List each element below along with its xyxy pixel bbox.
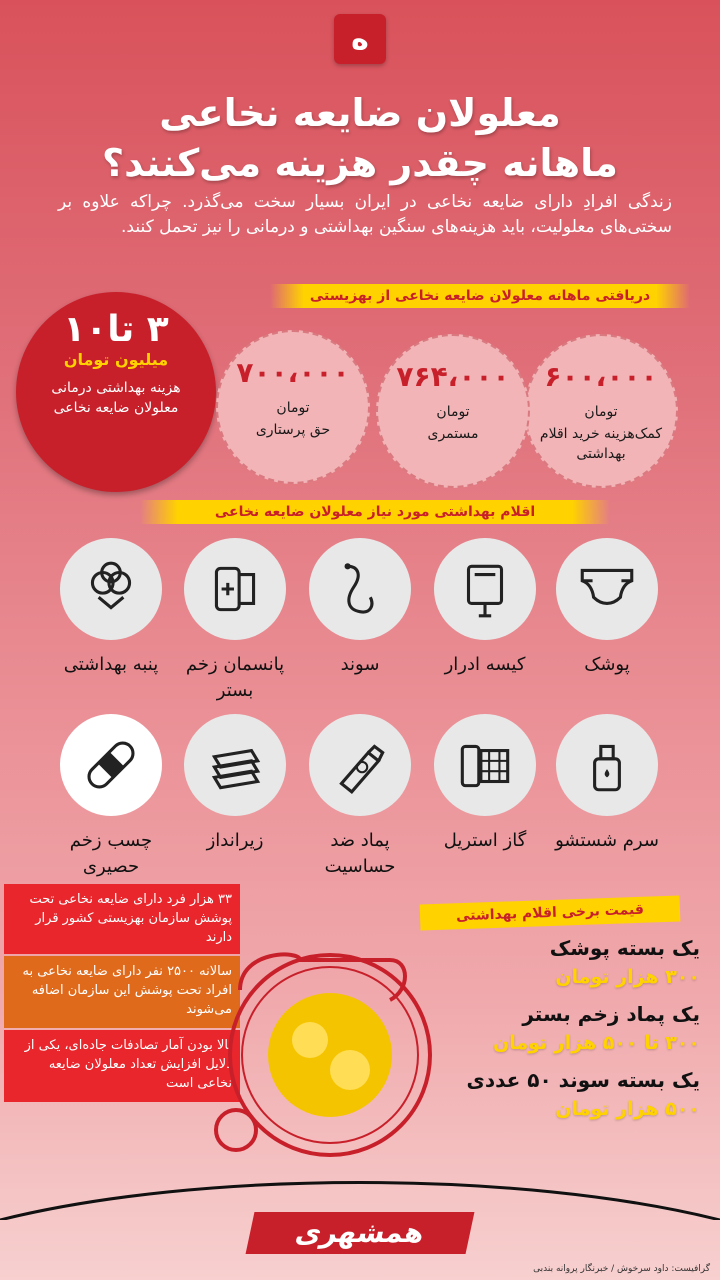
cost-range: ۳ تا۱۰ [63,309,169,350]
dropper-bottle-icon [556,714,658,816]
brand-wordmark: همشهری [246,1212,475,1254]
diaper-icon [556,538,658,640]
item-dropper-bottle [552,714,662,854]
cost-circle [16,292,216,492]
ointment-tube-icon [309,714,411,816]
logo-glyph: ه [351,21,369,57]
stat-desc: حق پرستاری [255,422,331,438]
item-label: زیرانداز [206,830,264,851]
coin-pile [268,993,392,1117]
price-item-name: یک بسته سوند ۵۰ عددی [466,1068,700,1092]
section-banner-items: اقلام بهداشتی مورد نیاز معلولان ضایعه نخاعی [140,500,610,524]
intro-paragraph: زندگی افرادِ دارای ضایعه نخاعی در ایران بسیار سخت می‌گذرد. چراکه علاوه بر سختی‌های معلولیت، باید هزینه‌های سنگین بهداشتی و درمانی را نیز تحمل کنند. [58,192,672,237]
stat-unit: تومان [584,404,618,420]
stat-unit: تومان [436,404,470,420]
page-title [30,88,690,188]
catheter-icon [309,538,411,640]
cotton-icon [60,538,162,640]
cost-unit: میلیون تومان [63,350,169,369]
item-underpad [180,714,290,854]
item-label: کیسه ادرار [444,654,526,675]
stat-value: ۶۰۰،۰۰۰ [544,360,658,393]
price-item-name: یک پماد زخم بستر [522,1002,700,1026]
ground-line [0,1150,720,1220]
item-label: چسب زخم حصیری [69,830,153,877]
stat-unit: تومان [276,400,310,416]
stat-circle-nursing [216,330,370,484]
section-banner-income: دریافتی ماهانه معلولان ضایعه نخاعی از بهزیستی [270,284,690,308]
item-label: پنبه بهداشتی [63,654,159,675]
item-cotton [56,538,166,678]
stat-value: ۷۰۰،۰۰۰ [236,356,350,389]
stat-desc: مستمری [427,426,479,442]
item-ointment [305,714,415,880]
fact-box: ۳۳ هزار فرد دارای ضایعه نخاعی تحت پوشش سازمان بهزیستی کشور قرار دارند [4,884,240,954]
credits: گرافیست: داود سرخوش / خبرنگار پروانه بندبی [533,1264,710,1274]
stat-desc: کمک‌هزینه خرید اقلام بهداشتی [539,426,663,462]
stat-value: ۷۶۴،۰۰۰ [396,360,510,393]
prices-banner: قیمت برخی اقلام بهداشتی [420,895,681,930]
item-urine-bag [430,538,540,678]
item-label: سوند [340,654,380,675]
price-item-value: ۳۰۰ هزار تومان [555,966,700,988]
gauze-icon [434,714,536,816]
item-catheter [305,538,415,678]
stat-circle-supplies [524,334,678,488]
item-label: گاز استریل [443,830,527,851]
item-label: سرم شستشو [555,830,659,851]
underpad-icon [184,714,286,816]
item-adhesive-plaster [56,714,166,880]
item-gauze [430,714,540,854]
fact-box: سالانه ۲۵۰۰ نفر دارای ضایعه نخاعی به افراد تحت پوشش این سازمان اضافه می‌شوند [4,956,240,1028]
item-label: پماد ضد حساسیت [324,830,396,877]
item-bandage-roll [180,538,290,704]
stat-circle-pension [376,334,530,488]
front-wheel [216,1110,256,1150]
item-label: پوشک [584,654,630,675]
item-diaper [552,538,662,678]
urine-bag-icon [434,538,536,640]
item-label: پانسمان زخم بستر [185,654,285,701]
price-item-value: ۵۰۰ هزار تومان [555,1098,700,1120]
adhesive-plaster-icon [60,714,162,816]
title-line-1: معلولان ضایعه نخاعی [159,91,561,135]
title-line-2: ماهانه چقدر هزینه می‌کنند؟ [102,141,618,185]
price-item-name: یک بسته پوشک [549,936,700,960]
prices-list [420,934,700,1132]
bandage-roll-icon [184,538,286,640]
fact-box: بالا بودن آمار تصادفات جاده‌ای، یکی از دلایل افزایش تعداد معلولان ضایعه نخاعی است [4,1030,240,1102]
price-item-value: ۳۰۰ تا ۵۰۰ هزار تومان [493,1032,700,1054]
brand-logo-icon [334,14,386,64]
cost-desc: هزینه بهداشتی درمانی معلولان ضایعه نخاعی [51,380,181,416]
